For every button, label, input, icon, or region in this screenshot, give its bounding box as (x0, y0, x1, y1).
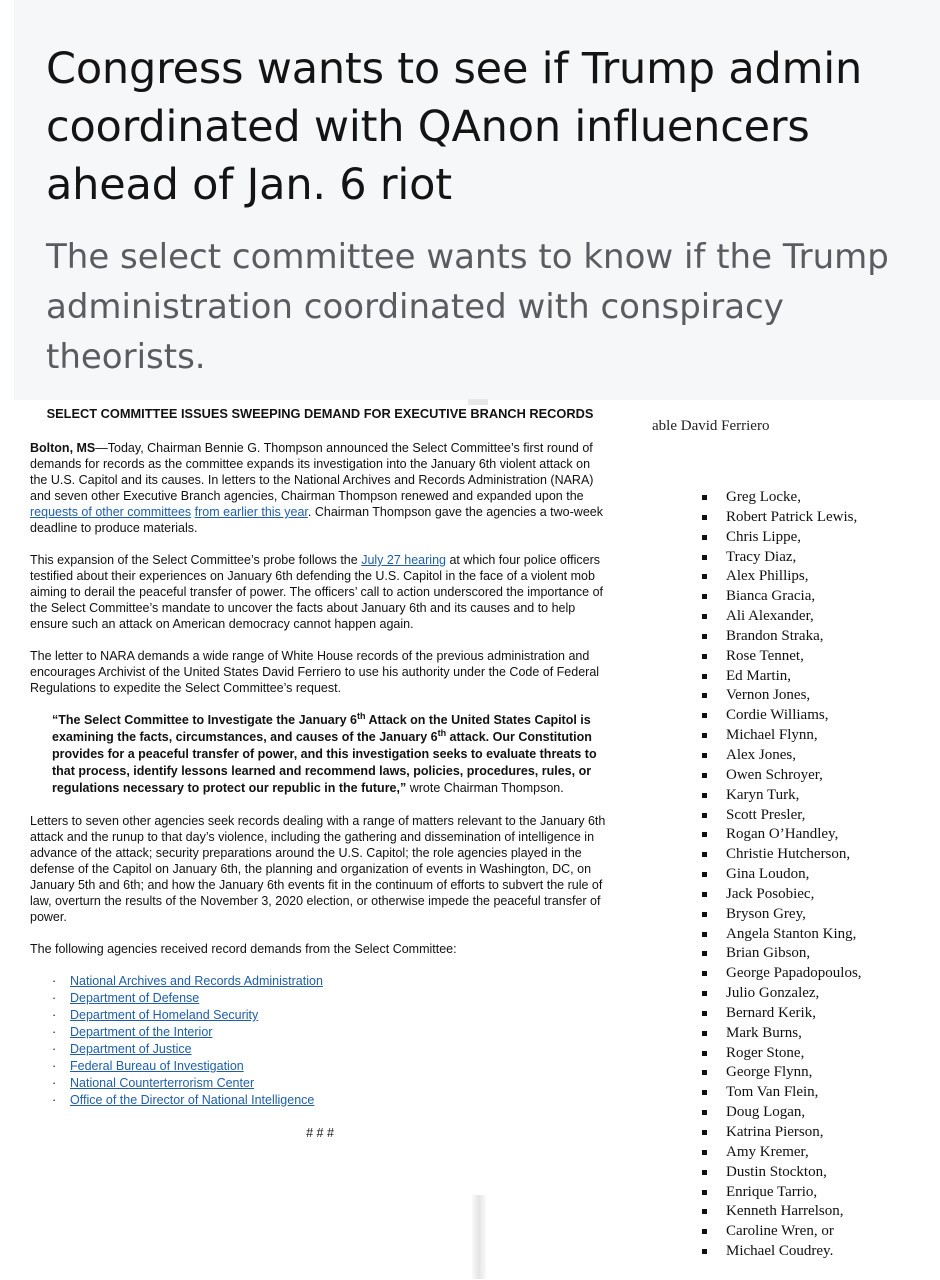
list-item (700, 548, 862, 568)
square-bullet-icon (702, 555, 707, 560)
person-name: Chris Lippe, (726, 528, 801, 545)
paragraph-expansion-pre: This expansion of the Select Committee’s probe follows the (30, 553, 362, 567)
paragraph-nara-letter: The letter to NARA demands a wide range of White House records of the previous administration and encourages Archivist of the United States David Ferriero to use his authority under the Code of Federal Regulations to expedite the Select Committee’s request. (30, 649, 600, 695)
list-item (700, 825, 862, 845)
list-item (700, 508, 862, 528)
list-item (700, 1222, 862, 1242)
person-name: Rogan O’Handley, (726, 826, 839, 843)
person-name: Tom Van Flein, (726, 1084, 819, 1101)
list-item (700, 746, 862, 766)
square-bullet-icon (702, 1249, 707, 1254)
paragraph-announcement (30, 440, 610, 536)
agency-item (52, 1024, 610, 1041)
person-name: Angela Stanton King, (726, 925, 857, 942)
list-item (700, 1202, 862, 1222)
person-name: Vernon Jones, (726, 687, 811, 704)
quote-sup-2: th (437, 727, 447, 738)
person-name: Alex Jones, (726, 746, 796, 763)
list-item (700, 647, 862, 667)
quote-part-b: Attack on the United States Capitol is examining the facts, circumstances, and causes of the January 6 (52, 713, 591, 744)
list-item (700, 865, 862, 885)
person-name: Bryson Grey, (726, 905, 806, 922)
square-bullet-icon (702, 1130, 707, 1135)
square-bullet-icon (702, 654, 707, 659)
person-name: Alex Phillips, (726, 568, 809, 585)
press-release (30, 406, 610, 1141)
square-bullet-icon (702, 1031, 707, 1036)
square-bullet-icon (702, 1051, 707, 1056)
list-item (700, 686, 862, 706)
link-agency-interior[interactable]: Department of the Interior (70, 1025, 213, 1039)
square-bullet-icon (702, 1110, 707, 1115)
person-name: Katrina Pierson, (726, 1124, 824, 1140)
person-name: Rose Tennet, (726, 647, 804, 664)
link-agency-homeland-security[interactable]: Department of Homeland Security (70, 1008, 259, 1022)
square-bullet-icon (702, 1170, 707, 1175)
list-item (700, 786, 862, 806)
square-bullet-icon (702, 813, 707, 818)
list-item (700, 1143, 862, 1163)
person-name: Gina Loudon, (726, 866, 810, 883)
dateline: Bolton, MS (30, 441, 96, 455)
list-item (700, 766, 862, 786)
person-name: Robert Patrick Lewis, (726, 508, 858, 525)
person-name: Doug Logan, (726, 1104, 806, 1121)
agency-item (52, 990, 610, 1007)
person-name: Owen Schroyer, (726, 766, 823, 783)
list-item (700, 925, 862, 945)
list-item (700, 845, 862, 865)
list-item (700, 587, 862, 607)
bullet-dot: · (52, 1025, 57, 1039)
link-agency-nara[interactable]: National Archives and Records Administration (70, 974, 323, 988)
list-item (700, 488, 862, 508)
person-name: Bianca Gracia, (726, 588, 816, 605)
square-bullet-icon (702, 1209, 707, 1214)
square-bullet-icon (702, 495, 707, 500)
agency-item (52, 1058, 610, 1075)
link-agency-counterterrorism[interactable]: National Counterterrorism Center (70, 1076, 255, 1090)
person-name: Ed Martin, (726, 667, 791, 684)
page-seam-top (468, 399, 488, 405)
person-name: Tracy Diaz, (726, 548, 797, 565)
square-bullet-icon (702, 733, 707, 738)
square-bullet-icon (702, 991, 707, 996)
quote-part-c: attack. Our Constitution provides for a peaceful transfer of power, and this investigation seeks to evaluate threats to that process, identify lessons learned and recommend laws, policies, procedures, rules, or regulations necessary to protect our republic in the future,” (52, 730, 597, 795)
square-bullet-icon (702, 773, 707, 778)
chairman-quote (52, 712, 612, 797)
list-item (700, 944, 862, 964)
paragraph-other-agencies: Letters to seven other agencies seek records dealing with a range of matters relevant to the January 6th attack and the runup to that day’s violence, including the gathering and dissemination of intelligence in advance of the attack; security preparations around the U.S. Capitol; the role agencies played in the defense of the Capitol on January 6th, the planning and organization of events in Washington, DC, on January 5th and 6th; and how the January 6th events fit in the continuum of efforts to subvert the rule of law, overturn the results of the November 3, 2020 election, or otherwise impede the peaceful transfer of power. (30, 814, 606, 924)
list-item (700, 806, 862, 826)
quote-part-a: “The Select Committee to Investigate the January 6 (52, 713, 357, 727)
paragraph-agencies-intro: The following agencies received record demands from the Select Committee: (30, 942, 457, 956)
person-name: Mark Burns, (726, 1024, 802, 1041)
square-bullet-icon (702, 1090, 707, 1095)
bullet-dot: · (52, 1093, 57, 1107)
bullet-dot: · (52, 991, 57, 1005)
list-item (700, 1163, 862, 1183)
agency-item (52, 1007, 610, 1024)
link-agency-fbi[interactable]: Federal Bureau of Investigation (70, 1059, 244, 1073)
list-item (700, 885, 862, 905)
person-name: Greg Locke, (726, 489, 801, 505)
list-item (700, 706, 862, 726)
list-item (700, 905, 862, 925)
square-bullet-icon (702, 892, 707, 897)
square-bullet-icon (702, 753, 707, 758)
link-july-27-hearing[interactable]: July 27 hearing (361, 553, 446, 567)
square-bullet-icon (702, 574, 707, 579)
square-bullet-icon (702, 971, 707, 976)
person-name: Julio Gonzalez, (726, 985, 820, 1002)
person-name: Enrique Tarrio, (726, 1183, 818, 1200)
list-item (700, 1242, 862, 1262)
person-name: Amy Kremer, (726, 1143, 809, 1160)
square-bullet-icon (702, 912, 707, 917)
person-name: Karyn Turk, (726, 786, 800, 803)
list-item (700, 567, 862, 587)
list-item (700, 1123, 862, 1143)
square-bullet-icon (702, 852, 707, 857)
square-bullet-icon (702, 693, 707, 698)
link-agency-defense[interactable]: Department of Defense (70, 991, 200, 1005)
paragraph-announcement-text: —Today, Chairman Bennie G. Thompson announced the Select Committee’s first round of demands for records as the committee expands its investigation into the January 6th violent attack on the U.S. Capitol and its causes. In letters to the National Archives and Records Administration (NARA) and seven other Executive Branch agencies, Chairman Thompson renewed and expanded upon the (30, 441, 594, 503)
paragraph-expansion-post: at which four police officers testified about their experiences on January 6th defending the U.S. Capitol in the face of a violent mob aiming to derail the peaceful transfer of power. The officers’ call to action underscored the importance of the Select Committee’s mandate to uncover the facts about January 6th and its causes and to help ensure such an attack on American democracy cannot happen again. (30, 553, 604, 631)
list-item (700, 667, 862, 687)
square-bullet-icon (702, 872, 707, 877)
list-item (700, 1083, 862, 1103)
list-item (700, 607, 862, 627)
page-seam-bottom (472, 1195, 486, 1279)
square-bullet-icon (702, 1229, 707, 1234)
list-item (700, 964, 862, 984)
person-name: Bernard Kerik, (726, 1004, 816, 1021)
agency-item (52, 973, 610, 990)
person-name: Jack Posobiec, (726, 885, 815, 902)
list-item (700, 627, 862, 647)
agency-item (52, 1092, 610, 1109)
list-item (700, 726, 862, 746)
agency-list (52, 973, 610, 1109)
square-bullet-icon (702, 1011, 707, 1016)
square-bullet-icon (702, 594, 707, 599)
square-bullet-icon (702, 515, 707, 520)
link-requests-of-other-committees[interactable]: requests of other committees (30, 505, 192, 519)
person-name: George Papadopoulos, (726, 965, 862, 982)
article-subheadline: The select committee wants to know if the Trump administration coordinated with conspiracy theorists. (46, 237, 889, 377)
person-name: Michael Flynn, (726, 727, 818, 744)
link-agency-dni[interactable]: Office of the Director of National Intelligence (70, 1093, 315, 1107)
list-item (700, 1004, 862, 1024)
square-bullet-icon (702, 1070, 707, 1075)
end-mark: # # # (306, 1126, 334, 1140)
square-bullet-icon (702, 1190, 707, 1195)
list-item (700, 1024, 862, 1044)
square-bullet-icon (702, 832, 707, 837)
paragraph-announcement-tail: . Chairman Thompson gave the agencies a two-week deadline to produce materials. (30, 505, 603, 535)
square-bullet-icon (702, 951, 707, 956)
bullet-dot: · (52, 1059, 57, 1073)
square-bullet-icon (702, 634, 707, 639)
square-bullet-icon (702, 932, 707, 937)
square-bullet-icon (702, 1150, 707, 1155)
bullet-dot: · (52, 974, 57, 988)
person-name: Brian Gibson, (726, 945, 811, 962)
press-release-title: SELECT COMMITTEE ISSUES SWEEPING DEMAND FOR EXECUTIVE BRANCH RECORDS (46, 406, 594, 421)
quote-sup-1: th (356, 710, 366, 721)
person-name: Caroline Wren, or (726, 1223, 834, 1240)
square-bullet-icon (702, 793, 707, 798)
article-headline: Congress wants to see if Trump admin coordinated with QAnon influencers ahead of Jan. 6 riot (46, 44, 863, 210)
square-bullet-icon (702, 535, 707, 540)
link-agency-justice[interactable]: Department of Justice (70, 1042, 192, 1056)
bullet-dot: · (52, 1042, 57, 1056)
person-name: Scott Presler, (726, 806, 806, 823)
letter-salutation: able David Ferriero (652, 418, 770, 434)
list-item (700, 1183, 862, 1203)
paragraph-expansion (30, 552, 610, 632)
link-from-earlier-this-year[interactable]: from earlier this year (194, 505, 308, 519)
square-bullet-icon (702, 674, 707, 679)
list-item (700, 1044, 862, 1064)
agency-item (52, 1075, 610, 1092)
person-name: Roger Stone, (726, 1044, 805, 1061)
agency-item (52, 1041, 610, 1058)
square-bullet-icon (702, 614, 707, 619)
bullet-dot: · (52, 1076, 57, 1090)
person-name: Michael Coudrey. (726, 1243, 834, 1260)
quote-attribution: wrote Chairman Thompson. (406, 781, 564, 795)
individuals-list (700, 488, 862, 1262)
person-name: Cordie Williams, (726, 707, 829, 724)
list-item (700, 984, 862, 1004)
person-name: Brandon Straka, (726, 627, 824, 644)
list-item (700, 1063, 862, 1083)
person-name: Christie Hutcherson, (726, 846, 851, 863)
square-bullet-icon (702, 713, 707, 718)
person-name: Ali Alexander, (726, 608, 814, 625)
person-name: Dustin Stockton, (726, 1163, 827, 1180)
list-item (700, 1103, 862, 1123)
bullet-dot: · (52, 1008, 57, 1022)
list-item (700, 528, 862, 548)
person-name: George Flynn, (726, 1064, 813, 1081)
person-name: Kenneth Harrelson, (726, 1203, 844, 1220)
